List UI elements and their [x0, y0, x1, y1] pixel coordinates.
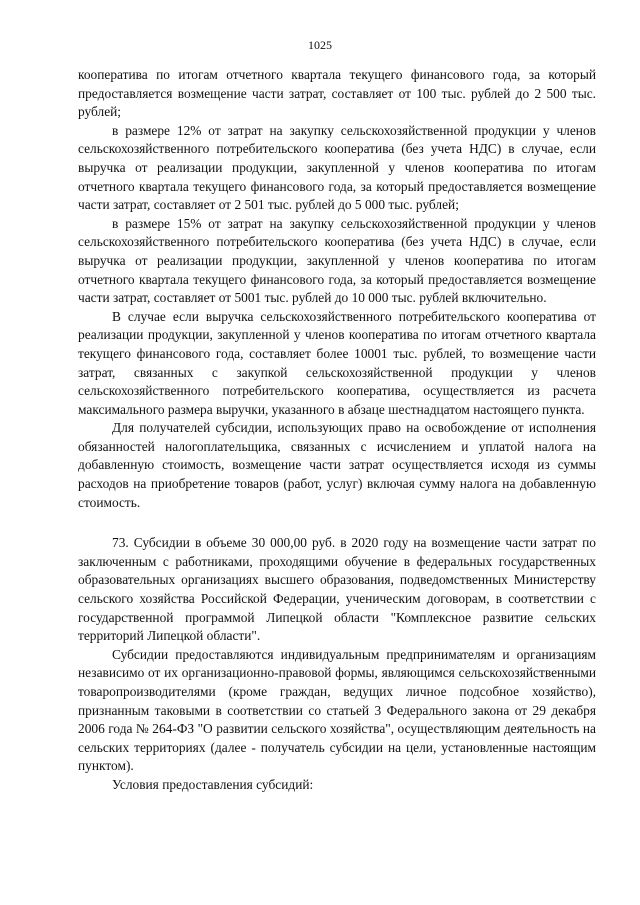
paragraph-15-percent: в размере 15% от затрат на закупку сельскохозяйственной продукции у членов сельскохозяйственного потребительского кооператива (без учета НДС) в случае, если выручка от реализации продукции, закупленной у членов кооператива по итогам отчетного квартала текущего финансового года, за который предоставляется возмещение части затрат, составляет от 5001 тыс. рублей до 10 000 тыс. рублей включительно.: [78, 215, 596, 306]
document-body: [78, 66, 596, 795]
paragraph-recipients: Субсидии предоставляются индивидуальным предпринимателям и организациям независимо от их организационно-правовой формы, являющимся сельскохозяйственными товаропроизводителями (кроме граждан, ведущих личное подсобное хозяйство), признанным таковыми в соответствии со статьей 3 Федерального закона от 29 декабря 2006 года № 264-ФЗ "О развитии сельского хозяйства", осуществляющим деятельность на сельских территориях (далее - получатель субсидии на цели, установленные настоящим пунктом).: [78, 646, 596, 774]
paragraph-continuation: кооператива по итогам отчетного квартала текущего финансового года, за который предоставляется возмещение части затрат, составляет от 100 тыс. рублей до 2 500 тыс. рублей;: [78, 67, 596, 120]
paragraph-revenue-over-limit: В случае если выручка сельскохозяйственного потребительского кооператива от реализации продукции, закупленной у членов кооператива по итогам отчетного квартала текущего финансового года, составляет более 10001 тыс. рублей, то возмещение части затрат, связанных с закупкой сельскохозяйственной продукции у членов сельскохозяйственного потребительского кооператива, осуществляется из расчета максимального размера выручки, указанного в абзаце шестнадцатом настоящего пункта.: [78, 308, 596, 417]
paragraph-conditions: Условия предоставления субсидий:: [112, 776, 314, 792]
page-number: 1025: [308, 38, 332, 52]
section-spacer: [78, 512, 596, 534]
paragraph-12-percent: в размере 12% от затрат на закупку сельскохозяйственной продукции у членов сельскохозяйственного потребительского кооператива (без учета НДС) в случае, если выручка от реализации продукции, закупленной у членов кооператива по итогам отчетного квартала текущего финансового года, за который предоставляется возмещение части затрат, составляет от 2 501 тыс. рублей до 5 000 тыс. рублей;: [78, 122, 596, 213]
paragraph-vat-exempt: Для получателей субсидии, использующих право на освобождение от исполнения обязанностей налогоплательщика, связанных с исчислением и уплатой налога на добавленную стоимость, возмещение части затрат осуществляется исходя из суммы расходов на приобретение товаров (работ, услуг) включая сумму налога на добавленную стоимость.: [78, 420, 596, 510]
paragraph-clause-73: 73. Субсидии в объеме 30 000,00 руб. в 2020 году на возмещение части затрат по заключенным с работниками, проходящими обучение в федеральных государственных образовательных организациях высшего образования, подведомственных Министерству сельского хозяйства Российской Федерации, ученическим договорам, в соответствии с государственной программой Липецкой области "Комплексное развитие сельских территорий Липецкой области".: [78, 535, 596, 644]
